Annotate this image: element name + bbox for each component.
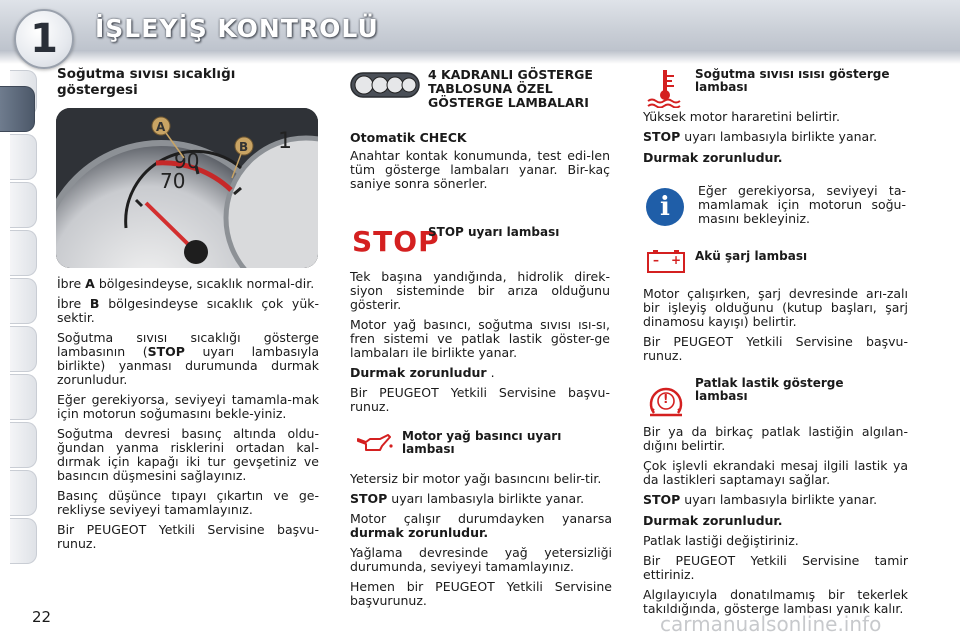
paragraph: Anahtar kontak konumunda, test edi-len tüm gösterge lambaları yanar. Bir-kaç saniye sonra sönerler. xyxy=(350,148,610,191)
paragraph: Motor çalışır durumdayken yanarsa durmak zorunludur. xyxy=(350,511,612,540)
side-tab[interactable] xyxy=(10,182,37,228)
side-tab[interactable] xyxy=(10,518,37,564)
gauge-tick-70: 70 xyxy=(160,169,186,193)
chapter-number-badge: 1 xyxy=(14,9,74,69)
paragraph: Bir PEUGEOT Yetkili Servisine başvu-runuz. xyxy=(350,385,610,414)
paragraph: Durmak zorunludur. xyxy=(643,150,783,165)
battery-section xyxy=(643,287,908,369)
paragraph: Motor yağ basıncı, soğutma sıvısı ısı-sı, fren sistemi ve patlak lastik göster-ge lambaları ile birlikte yanar. xyxy=(350,317,610,360)
paragraph: Bir ya da birkaç patlak lastiğin algılan-dığını belirtir. xyxy=(643,424,908,453)
header-shade xyxy=(0,50,960,64)
info-note: Eğer gerekiyorsa, seviyeyi ta-mamlamak için motorun soğu-masını bekleyiniz. xyxy=(698,183,906,226)
paragraph: İbre A bölgesindeyse, sıcaklık normal-dir. xyxy=(57,276,315,291)
coolant-temperature-icon xyxy=(646,68,684,112)
paragraph: STOP uyarı lambasıyla birlikte yanar. xyxy=(350,491,585,506)
coolant-gauge-text xyxy=(57,277,319,557)
side-tab[interactable] xyxy=(10,278,37,324)
gauge-illustration xyxy=(56,108,318,268)
paragraph: Çok işlevli ekrandaki mesaj ilgili lastik ya da lastikleri saptamayı sağlar. xyxy=(643,458,908,487)
paragraph: Bir PEUGEOT Yetkili Servisine başvu-runuz. xyxy=(643,334,908,363)
side-tab[interactable] xyxy=(10,374,37,420)
paragraph: Durmak zorunludur. xyxy=(643,513,783,528)
chapter-title: İŞLEYİŞ KONTROLÜ xyxy=(95,14,379,43)
paragraph: Durmak zorunludur . xyxy=(350,365,495,380)
stop-section xyxy=(350,270,610,420)
paragraph: Bir PEUGEOT Yetkili Servisine tamir ettiriniz. xyxy=(643,553,908,582)
coolant-gauge-heading: Soğutma sıvısı sıcaklığı göstergesi xyxy=(57,66,236,98)
paragraph: Yağlama devresinde yağ yetersizliği durumunda, seviyeyi tamamlayınız. xyxy=(350,545,612,574)
side-tab[interactable] xyxy=(10,326,37,372)
instrument-cluster-icon xyxy=(350,70,420,104)
paragraph: Tek başına yandığında, hidrolik direk-siyon sisteminde bir arıza olduğunu gösterir. xyxy=(350,269,610,312)
gauge-label-b: B xyxy=(239,140,249,154)
battery-heading: Akü şarj lambası xyxy=(695,249,808,263)
dial-section-heading: 4 KADRANLI GÖSTERGE TABLOSUNA ÖZEL GÖSTERGE LAMBALARI xyxy=(428,67,593,110)
paragraph: Soğutma devresi basınç altında oldu-ğundan yanma risklerini ortadan kal-dırmak için kapağı iki tur gevşetiniz ve basıncın düşmesini sağlayınız. xyxy=(57,426,319,483)
paragraph: STOP uyarı lambasıyla birlikte yanar. xyxy=(643,129,878,144)
paragraph: Algılayıcıyla donatılmamış bir tekerlek takıldığında, gösterge lambası yanık kalır. xyxy=(643,587,908,616)
page-number: 22 xyxy=(32,608,52,626)
auto-check-title: Otomatik CHECK xyxy=(350,130,467,145)
side-tab-active[interactable] xyxy=(0,86,35,132)
gauge-tick-1: 1 xyxy=(278,129,292,154)
side-tab[interactable] xyxy=(10,422,37,468)
info-icon: i xyxy=(646,188,684,226)
flat-tyre-exclamation: ! xyxy=(663,392,669,406)
paragraph: Hemen bir PEUGEOT Yetkili Servisine başvurunuz. xyxy=(350,579,612,608)
paragraph: Patlak lastiği değiştiriniz. xyxy=(643,533,799,548)
oil-pressure-section xyxy=(350,472,612,614)
coolant-gauge-photo xyxy=(56,108,318,268)
gauge-tick-90: 90 xyxy=(174,149,200,173)
paragraph: Motor çalışırken, şarj devresinde arı-zalı bir işleyiş olduğunu (kutup başları, şarj dinamosu kayışı) belirtir. xyxy=(643,286,908,329)
battery-plus-sign: + xyxy=(671,253,682,267)
side-tab[interactable] xyxy=(10,470,37,516)
paragraph: İbre B bölgesindeyse sıcaklık çok yük-sektir. xyxy=(57,296,319,325)
battery-icon xyxy=(646,248,686,274)
side-tab[interactable] xyxy=(10,134,37,180)
stop-warning-icon: STOP xyxy=(352,225,440,258)
flat-tyre-icon xyxy=(646,383,686,419)
paragraph: Yüksek motor hararetini belirtir. xyxy=(643,109,840,124)
stop-heading: STOP uyarı lambası xyxy=(428,225,560,239)
oil-pressure-heading: Motor yağ basıncı uyarı lambası xyxy=(402,429,562,456)
paragraph: STOP uyarı lambasıyla birlikte yanar. xyxy=(643,492,878,507)
coolant-lamp-section xyxy=(643,110,908,171)
side-tabs xyxy=(0,70,38,570)
paragraph: Basınç düşünce tıpayı çıkartın ve ge-rekliyse seviyeyi tamamlayınız. xyxy=(57,488,319,517)
watermark: carmanualsonline.info xyxy=(660,612,882,636)
flat-tyre-heading: Patlak lastik gösterge lambası xyxy=(695,376,844,403)
paragraph: Yetersiz bir motor yağı basıncını belir-tir. xyxy=(350,471,602,486)
coolant-lamp-heading: Soğutma sıvısı ısısı gösterge lambası xyxy=(695,67,890,94)
gauge-label-a: A xyxy=(156,120,166,134)
paragraph: Soğutma sıvısı sıcaklığı gösterge lambasının (STOP uyarı lambasıyla birlikte) yanması durumunda durmak zorunludur. xyxy=(57,330,319,387)
battery-minus-sign: – xyxy=(653,253,659,267)
auto-check-section xyxy=(350,130,610,197)
oil-can-icon xyxy=(354,430,394,460)
paragraph: Bir PEUGEOT Yetkili Servisine başvu-runuz. xyxy=(57,522,319,551)
paragraph: Eğer gerekiyorsa, seviyeyi tamamla-mak için motorun soğumasını bekle-yiniz. xyxy=(57,392,319,421)
side-tab[interactable] xyxy=(10,230,37,276)
flat-tyre-section xyxy=(643,425,908,622)
